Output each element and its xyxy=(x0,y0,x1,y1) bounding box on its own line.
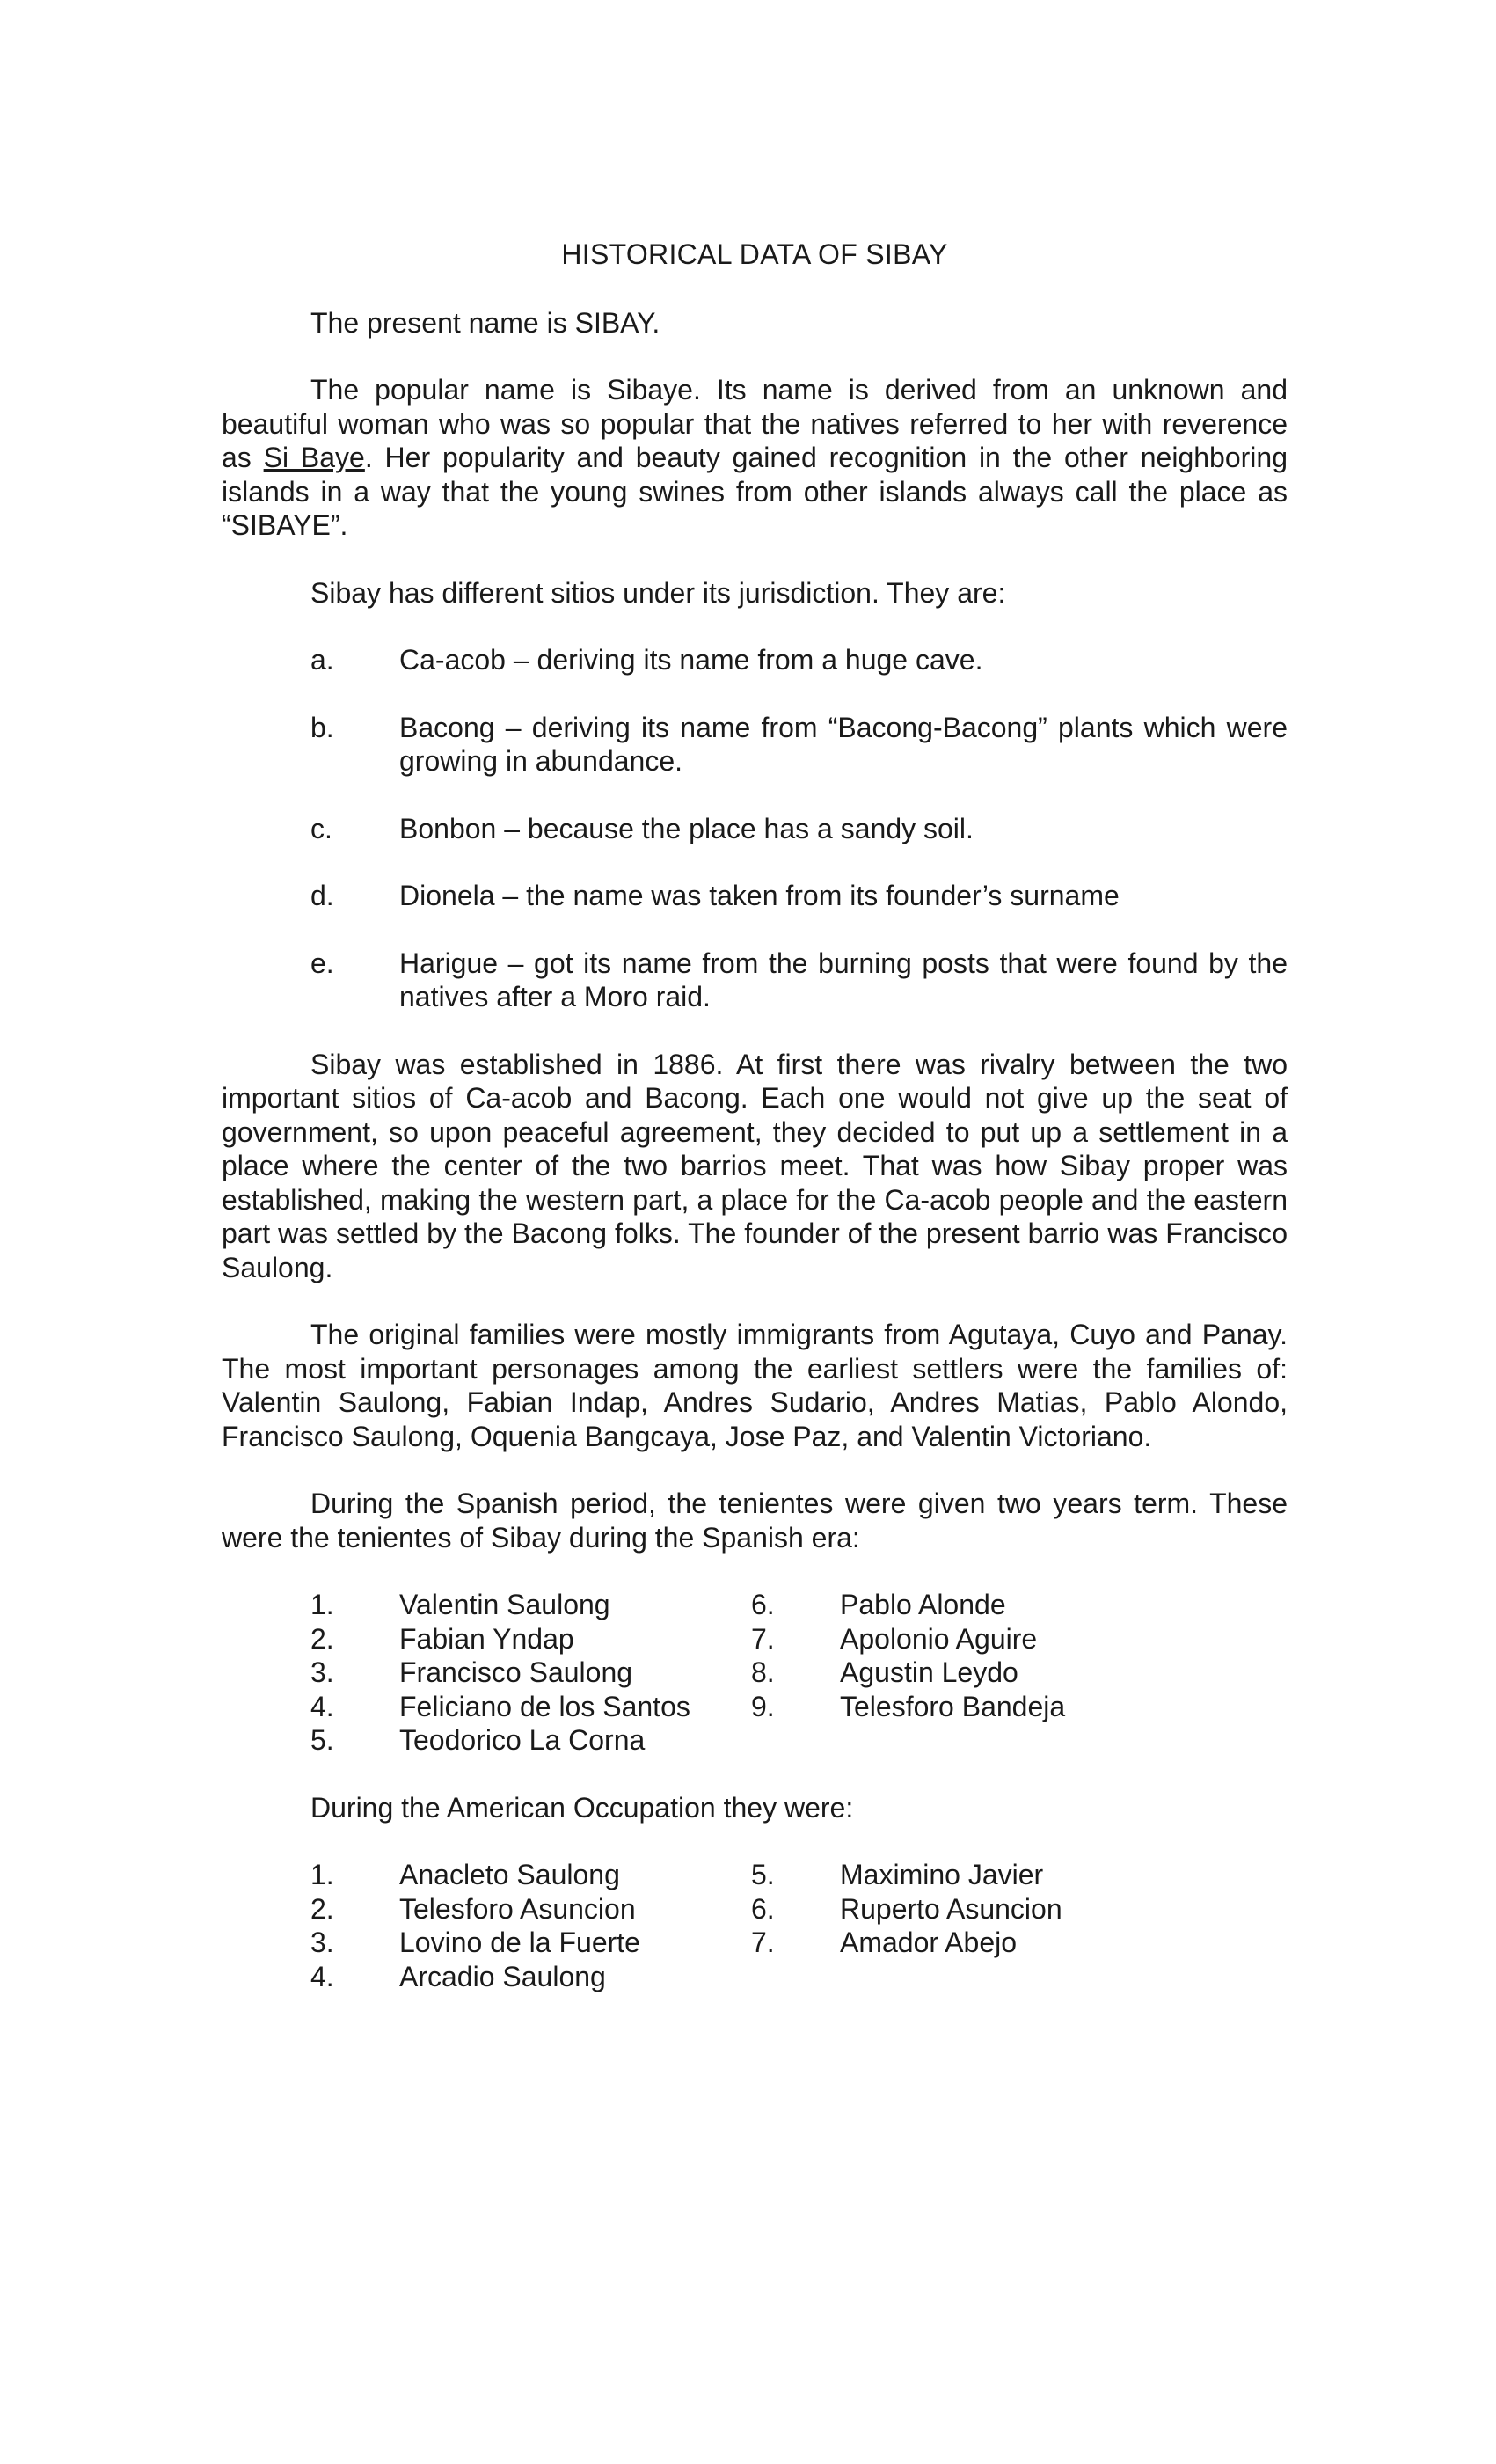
list-number: 3. xyxy=(310,1656,334,1688)
document-title: HISTORICAL DATA OF SIBAY xyxy=(561,238,948,270)
teniente-name: Valentin Saulong xyxy=(399,1589,610,1620)
spanish-tenientes-intro: During the Spanish period, the tenientes were given two years term. These were the tenientes of Sibay during the Spanish era: xyxy=(222,1488,1288,1554)
teniente-name: Anacleto Saulong xyxy=(399,1859,620,1890)
list-item xyxy=(310,1858,640,1892)
list-item xyxy=(310,1723,690,1758)
list-item xyxy=(751,1892,1062,1927)
list-item xyxy=(310,1960,640,1994)
teniente-name: Telesforo Asuncion xyxy=(399,1892,636,1925)
sitio-text: Ca-acob – deriving its name from a huge cave. xyxy=(399,644,983,676)
sitio-label: a. xyxy=(310,644,334,676)
list-number: 4. xyxy=(310,1960,334,1992)
list-number: 5. xyxy=(310,1724,334,1756)
list-number: 6. xyxy=(751,1589,775,1620)
list-item xyxy=(751,1926,1062,1960)
families-paragraph: The original families were mostly immigrants from Agutaya, Cuyo and Panay. The most important personages among the earliest settlers were the families of: Valentin Saulong, Fabian Indap, Andres Sudario, Andres Matias, Pablo Alondo, Francisco Saulong, Oquenia Bangcaya, Jose Paz, and Valentin Victoriano. xyxy=(222,1319,1288,1452)
sitio-text: Bonbon – because the place has a sandy soil. xyxy=(399,812,974,844)
list-item xyxy=(310,1656,690,1690)
list-item xyxy=(310,1622,690,1656)
list-number: 3. xyxy=(310,1927,334,1958)
spanish-tenientes-left-column xyxy=(310,1588,690,1758)
american-tenientes-list xyxy=(222,1858,1288,1993)
popular-name-paragraph xyxy=(222,373,1288,543)
popular-name-text-after: . Her popularity and beauty gained recognition in the other neighboring islands in a way that the young swines from other islands always call the place as “SIBAYE”. xyxy=(222,442,1288,541)
list-item xyxy=(310,1588,690,1622)
spanish-tenientes-list xyxy=(222,1588,1288,1758)
sitio-label: e. xyxy=(310,947,334,979)
list-number: 5. xyxy=(751,1859,775,1890)
teniente-name: Francisco Saulong xyxy=(399,1656,633,1688)
list-item xyxy=(310,1690,690,1724)
list-number: 8. xyxy=(751,1656,775,1688)
list-number: 9. xyxy=(751,1690,775,1722)
teniente-name: Maximino Javier xyxy=(840,1859,1044,1890)
list-number: 2. xyxy=(310,1622,334,1655)
sitio-text: Dionela – the name was taken from its founder’s surname xyxy=(399,880,1120,911)
list-item xyxy=(310,1892,640,1927)
present-name-paragraph: The present name is SIBAY. xyxy=(310,306,660,339)
establishment-paragraph: Sibay was established in 1886. At first there was rivalry between the two important sitios of Ca-acob and Bacong. Each one would not give up the seat of government, so upon peaceful agreement, they decided to put up a settlement in a place where the center of the two barrios meet. That was how Sibay proper was established, making the western part, a place for the Ca-acob people and the eastern part was settled by the Bacong folks. The founder of the present barrio was Francisco Saulong. xyxy=(222,1048,1288,1283)
teniente-name: Agustin Leydo xyxy=(840,1656,1018,1688)
list-number: 7. xyxy=(751,1927,775,1958)
list-item xyxy=(310,1926,640,1960)
sitio-item xyxy=(222,711,1288,779)
teniente-name: Arcadio Saulong xyxy=(399,1960,606,1992)
list-number: 2. xyxy=(310,1892,334,1925)
sitios-intro: Sibay has different sitios under its jurisdiction. They are: xyxy=(310,576,1006,609)
list-number: 7. xyxy=(751,1622,775,1655)
teniente-name: Feliciano de los Santos xyxy=(399,1690,690,1722)
sitio-item xyxy=(222,947,1288,1014)
sitio-item xyxy=(222,643,1288,677)
sitio-label: b. xyxy=(310,711,334,743)
teniente-name: Lovino de la Fuerte xyxy=(399,1927,640,1958)
teniente-name: Telesforo Bandeja xyxy=(840,1690,1066,1722)
american-tenientes-left-column xyxy=(310,1858,640,1993)
spanish-tenientes-right-column xyxy=(751,1588,1065,1723)
popular-name-underlined: Si Baye xyxy=(263,442,365,473)
popular-name-text-before: The popular name is Sibaye. Its name is derived from an unknown and beautiful woman who was so popular that the natives referred to her with reverence as xyxy=(222,374,1288,473)
list-item xyxy=(751,1656,1065,1690)
teniente-name: Fabian Yndap xyxy=(399,1622,574,1655)
teniente-name: Pablo Alonde xyxy=(840,1589,1006,1620)
sitio-label: c. xyxy=(310,812,332,844)
document-page xyxy=(222,238,1288,2027)
list-item xyxy=(751,1622,1065,1656)
american-tenientes-right-column xyxy=(751,1858,1062,1960)
list-number: 1. xyxy=(310,1589,334,1620)
sitio-text: Harigue – got its name from the burning posts that were found by the natives after a Moro raid. xyxy=(399,947,1288,1013)
sitio-label: d. xyxy=(310,880,334,911)
list-number: 1. xyxy=(310,1859,334,1890)
american-tenientes-intro: During the American Occupation they were: xyxy=(310,1791,854,1824)
teniente-name: Apolonio Aguire xyxy=(840,1622,1038,1655)
list-number: 6. xyxy=(751,1892,775,1925)
list-number: 4. xyxy=(310,1690,334,1722)
teniente-name: Amador Abejo xyxy=(840,1927,1018,1958)
list-item xyxy=(751,1690,1065,1724)
teniente-name: Ruperto Asuncion xyxy=(840,1892,1062,1925)
teniente-name: Teodorico La Corna xyxy=(399,1724,646,1756)
sitio-text: Bacong – deriving its name from “Bacong-Bacong” plants which were growing in abundance. xyxy=(399,711,1288,777)
list-item xyxy=(751,1588,1065,1622)
sitios-list xyxy=(222,643,1288,1014)
list-item xyxy=(751,1858,1062,1892)
sitio-item xyxy=(222,879,1288,913)
sitio-item xyxy=(222,812,1288,846)
